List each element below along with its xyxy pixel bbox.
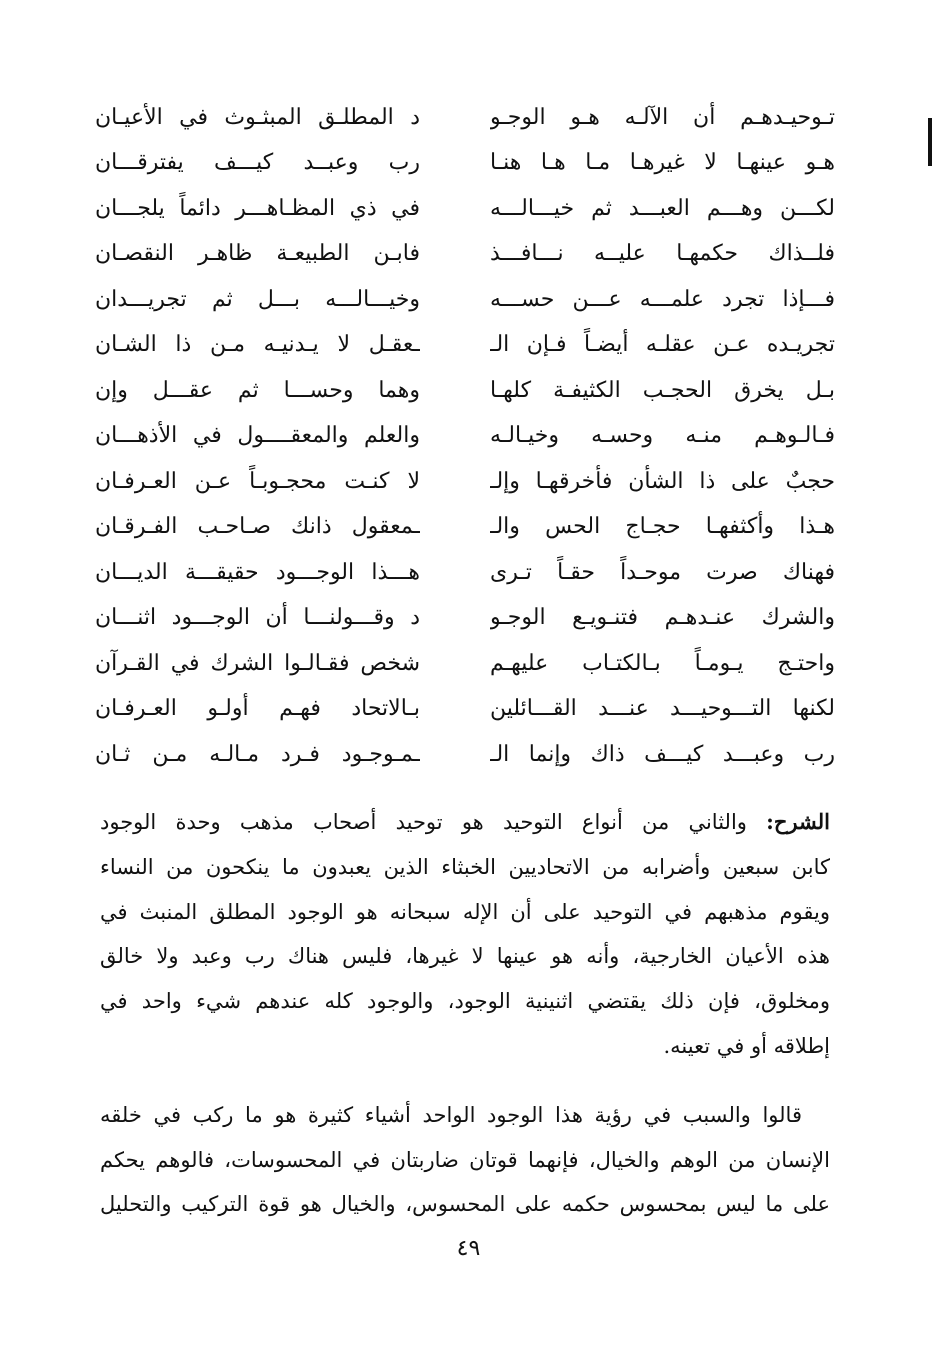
verse-second-hemistich: في ذي المظـاهـــر دائماً يلجـــان	[95, 195, 420, 221]
verse-second-hemistich: د المطلـق المبثـوث في الأعيـان	[95, 104, 420, 130]
commentary-line: الإنسان من الوهم والخيال، فإنهما قوتان ضاربتان في المحسوسات، فالوهم يحكم	[100, 1147, 830, 1172]
commentary-paragraph	[100, 800, 830, 1069]
poem-verse	[95, 550, 835, 596]
verse-first-hemistich: لكنها التـــوحيـــد عنـــد القـــائلين	[490, 696, 835, 722]
verse-first-hemistich: بـل يخرق الحجـب الكثيفـة كلهـا	[490, 377, 835, 403]
verse-first-hemistich: فـالـوهـم منـه وحسـه وخيـالـه	[490, 423, 835, 449]
commentary-line: الشرح: والثاني من أنواع التوحيد هو توحيد أصحاب مذهب وحدة الوجود	[100, 809, 830, 834]
poem-verse	[95, 141, 835, 187]
verse-second-hemistich: بـالاتحاد فهـم أولـو العـرفـان	[95, 696, 420, 722]
verse-second-hemistich: ـعقـل لا يـدنيـه مـن ذا الشـان	[95, 332, 420, 358]
verse-second-hemistich: ـمعقول ذانك صـاحـب الفـرقـان	[95, 514, 420, 540]
poem-verse	[95, 687, 835, 733]
commentary-line: ومخلوق، فإن ذلك يقتضي اثنينية الوجود، والوجود كله عندهم شيء واحد في	[100, 989, 830, 1014]
commentary-label: الشرح:	[766, 809, 830, 834]
poem-verse	[95, 732, 835, 778]
commentary-block	[100, 800, 830, 1227]
poem-verse	[95, 641, 835, 687]
poem-verse	[95, 505, 835, 551]
commentary-paragraph	[100, 1093, 830, 1227]
poem-verse	[95, 232, 835, 278]
verse-second-hemistich: د وقـــولنـــا أن الوجـــود اثنـــان	[95, 605, 420, 631]
verse-second-hemistich: وخيـــالـــه بـــل ثم تجريـــدان	[95, 286, 420, 312]
poem-verse	[95, 368, 835, 414]
commentary-line: على ما ليس بمحسوس حكمه على المحسوس، والخيال هو قوة التركيب والتحليل	[100, 1192, 830, 1217]
verse-first-hemistich: هـذا وأكثفهـا حجـاج الحس والـ	[490, 514, 835, 540]
poem-verse	[95, 186, 835, 232]
verse-first-hemistich: حجبٌ على ذا الشأن فأخرقهـا وإلـ	[490, 468, 835, 494]
verse-second-hemistich: لا كنـت محجـوبـاً عـن العـرفـان	[95, 468, 420, 494]
verse-first-hemistich: فلــذاك حكمهـا عليــه نـــافـــذ	[490, 241, 835, 267]
verse-second-hemistich: هـــذا الوجـــود حقيقـــة الديـــان	[95, 559, 420, 585]
commentary-line: هذه الأعيان الخارجية، وأنه هو عينها لا غيرها، فليس هناك رب وعبد ولا خالق	[100, 944, 830, 969]
verse-first-hemistich: تـوحيـدهـم أن الآلـه هـو الوجـو	[490, 104, 835, 130]
verse-first-hemistich: والشرك عنـدهـم فتنـويـع الوجـو	[490, 605, 835, 631]
verse-second-hemistich: وهما وحســـا ثم عقـــل وإن	[95, 377, 420, 403]
verse-second-hemistich: والعلم والمعقــــول في الأذهـــان	[95, 423, 420, 449]
verse-first-hemistich: تجريـده عـن عقلـه أيضـاً فـإن الـ	[490, 332, 835, 358]
verse-first-hemistich: واحتـج يـومـاً بـالكتـاب عليهـم	[490, 650, 835, 676]
poem-verse	[95, 414, 835, 460]
poem-verse	[95, 277, 835, 323]
commentary-line: كابن سبعين وأضرابه من الاتحاديين الخبثاء الذين يعبدون ما ينكحون من النساء	[100, 854, 830, 879]
page-number: ٤٩	[456, 1236, 481, 1261]
verse-first-hemistich: هـو عينهـا لا غيرهـا مـا هـا هنـا	[490, 150, 835, 176]
verse-first-hemistich: فـــإذا تجرد علمـــه عـــن حســـه	[490, 286, 835, 312]
commentary-line: قالوا والسبب في رؤية هذا الوجود الواحد أشياء كثيرة هو ما ركب في خلقه	[100, 1102, 802, 1127]
verse-second-hemistich: فابـن الطبيعـة ظاهـر النقصـان	[95, 241, 420, 267]
poem-verse	[95, 95, 835, 141]
verse-first-hemistich: فهناك صرت موحـداً حقـاً تـرى	[490, 559, 835, 585]
poem-verse	[95, 596, 835, 642]
page-edge-mark	[928, 118, 932, 166]
poem-block	[95, 95, 835, 778]
verse-first-hemistich: رب وعبـــد كيـــف ذاك وإنما الـ	[490, 741, 835, 767]
poem-verse	[95, 323, 835, 369]
verse-second-hemistich: رب وعبــد كيـــف يفترقـــان	[95, 150, 420, 176]
poem-verse	[95, 459, 835, 505]
verse-second-hemistich: شخص فقـالـوا الشرك في القـرآن	[95, 650, 420, 676]
verse-second-hemistich: ـمـوجـود فـرد مـالـه مـن ثـان	[95, 741, 420, 767]
verse-first-hemistich: لكـــن وهـــم العبـــد ثم خيـــالـــه	[490, 195, 835, 221]
commentary-line: إطلاقه أو في تعينه.	[663, 1033, 830, 1058]
commentary-line: ويقوم مذهبهم في التوحيد على أن الإله سبحانه هو الوجود المطلق المنبث في	[100, 899, 830, 924]
